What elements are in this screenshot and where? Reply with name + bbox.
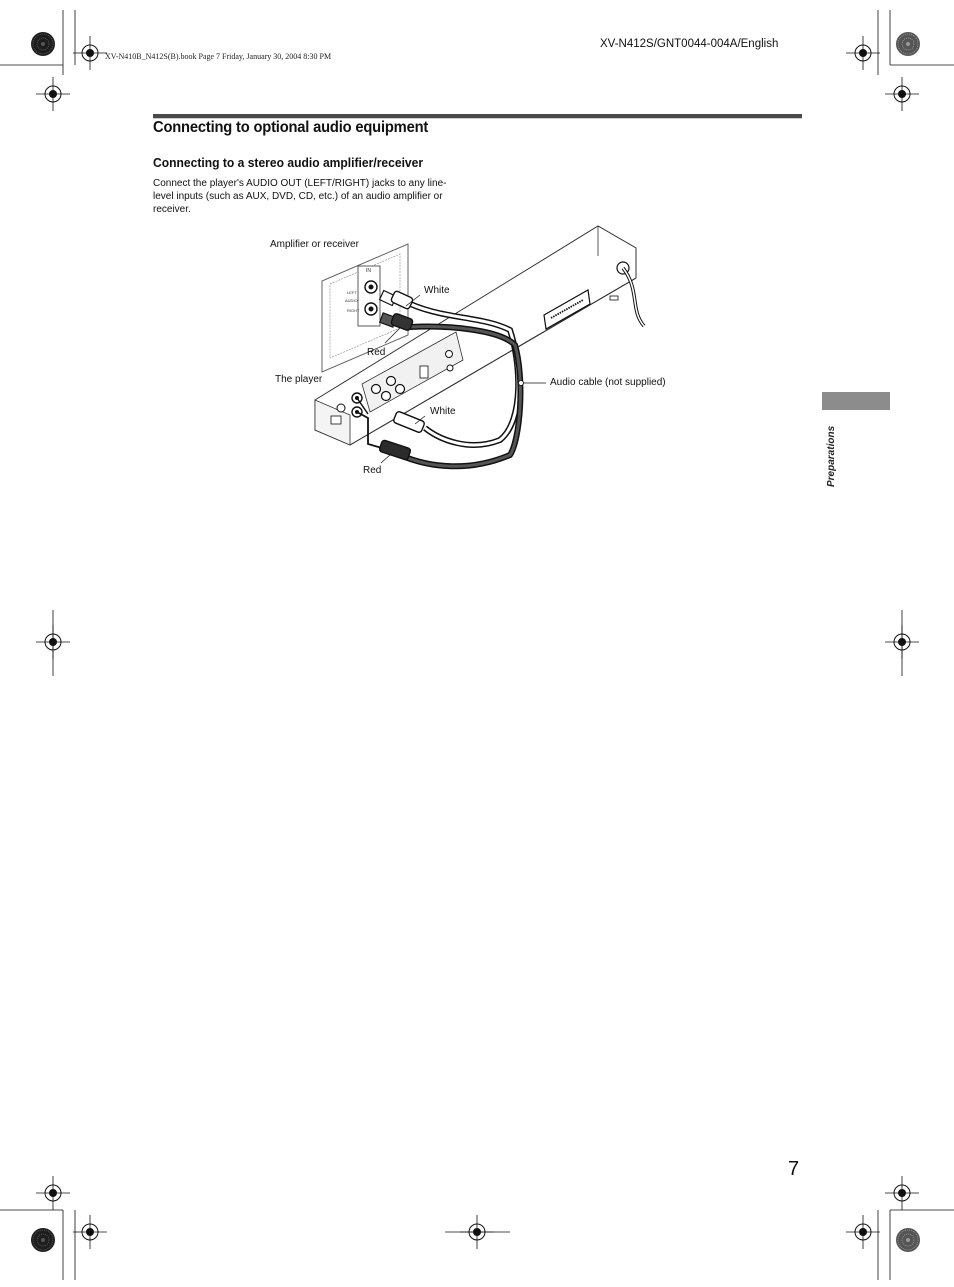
svg-text:RIGHT: RIGHT (347, 308, 360, 313)
red-bottom-label: Red (363, 465, 382, 476)
registration-mark-icon (885, 1176, 919, 1210)
registration-mark-icon (36, 77, 70, 111)
svg-text:AUDIO: AUDIO (345, 298, 358, 303)
player-label: The player (275, 374, 323, 385)
connection-illustration (315, 226, 644, 466)
svg-text:LEFT: LEFT (347, 290, 357, 295)
star-target-mark-icon (896, 32, 920, 56)
registration-mark-icon (73, 36, 107, 70)
page-number: 7 (788, 1158, 800, 1180)
registration-mark-icon (885, 77, 919, 111)
star-target-mark-icon (31, 32, 55, 56)
star-target-mark-icon (896, 1228, 920, 1252)
side-tab-label: Preparations (826, 425, 837, 487)
star-target-mark-icon (31, 1228, 55, 1252)
section-rule (153, 114, 802, 118)
registration-mark-icon (846, 36, 880, 70)
print-info-line: XV-N410B_N412S(B).book Page 7 Friday, January 30, 2004 8:30 PM (105, 52, 332, 61)
side-tab-marker (822, 392, 890, 410)
red-top-label: Red (367, 347, 386, 358)
section-subtitle: Connecting to a stereo audio amplifier/receiver (153, 155, 424, 170)
white-bottom-label: White (430, 406, 456, 417)
white-top-label: White (424, 285, 450, 296)
cable-label: Audio cable (not supplied) (550, 377, 666, 388)
section-title: Connecting to optional audio equipment (153, 119, 429, 136)
document-code: XV-N412S/GNT0044-004A/English (600, 38, 779, 50)
registration-mark-icon (73, 1215, 107, 1249)
section-body: Connect the player's AUDIO OUT (LEFT/RIGHT) jacks to any line-level inputs (such as AUX, DVD, CD, etc.) of an audio amplifier or receiver. (153, 178, 447, 215)
amplifier-label: Amplifier or receiver (270, 239, 359, 250)
registration-mark-icon (846, 1215, 880, 1249)
svg-text:IN: IN (366, 268, 371, 274)
registration-mark-icon (36, 1176, 70, 1210)
